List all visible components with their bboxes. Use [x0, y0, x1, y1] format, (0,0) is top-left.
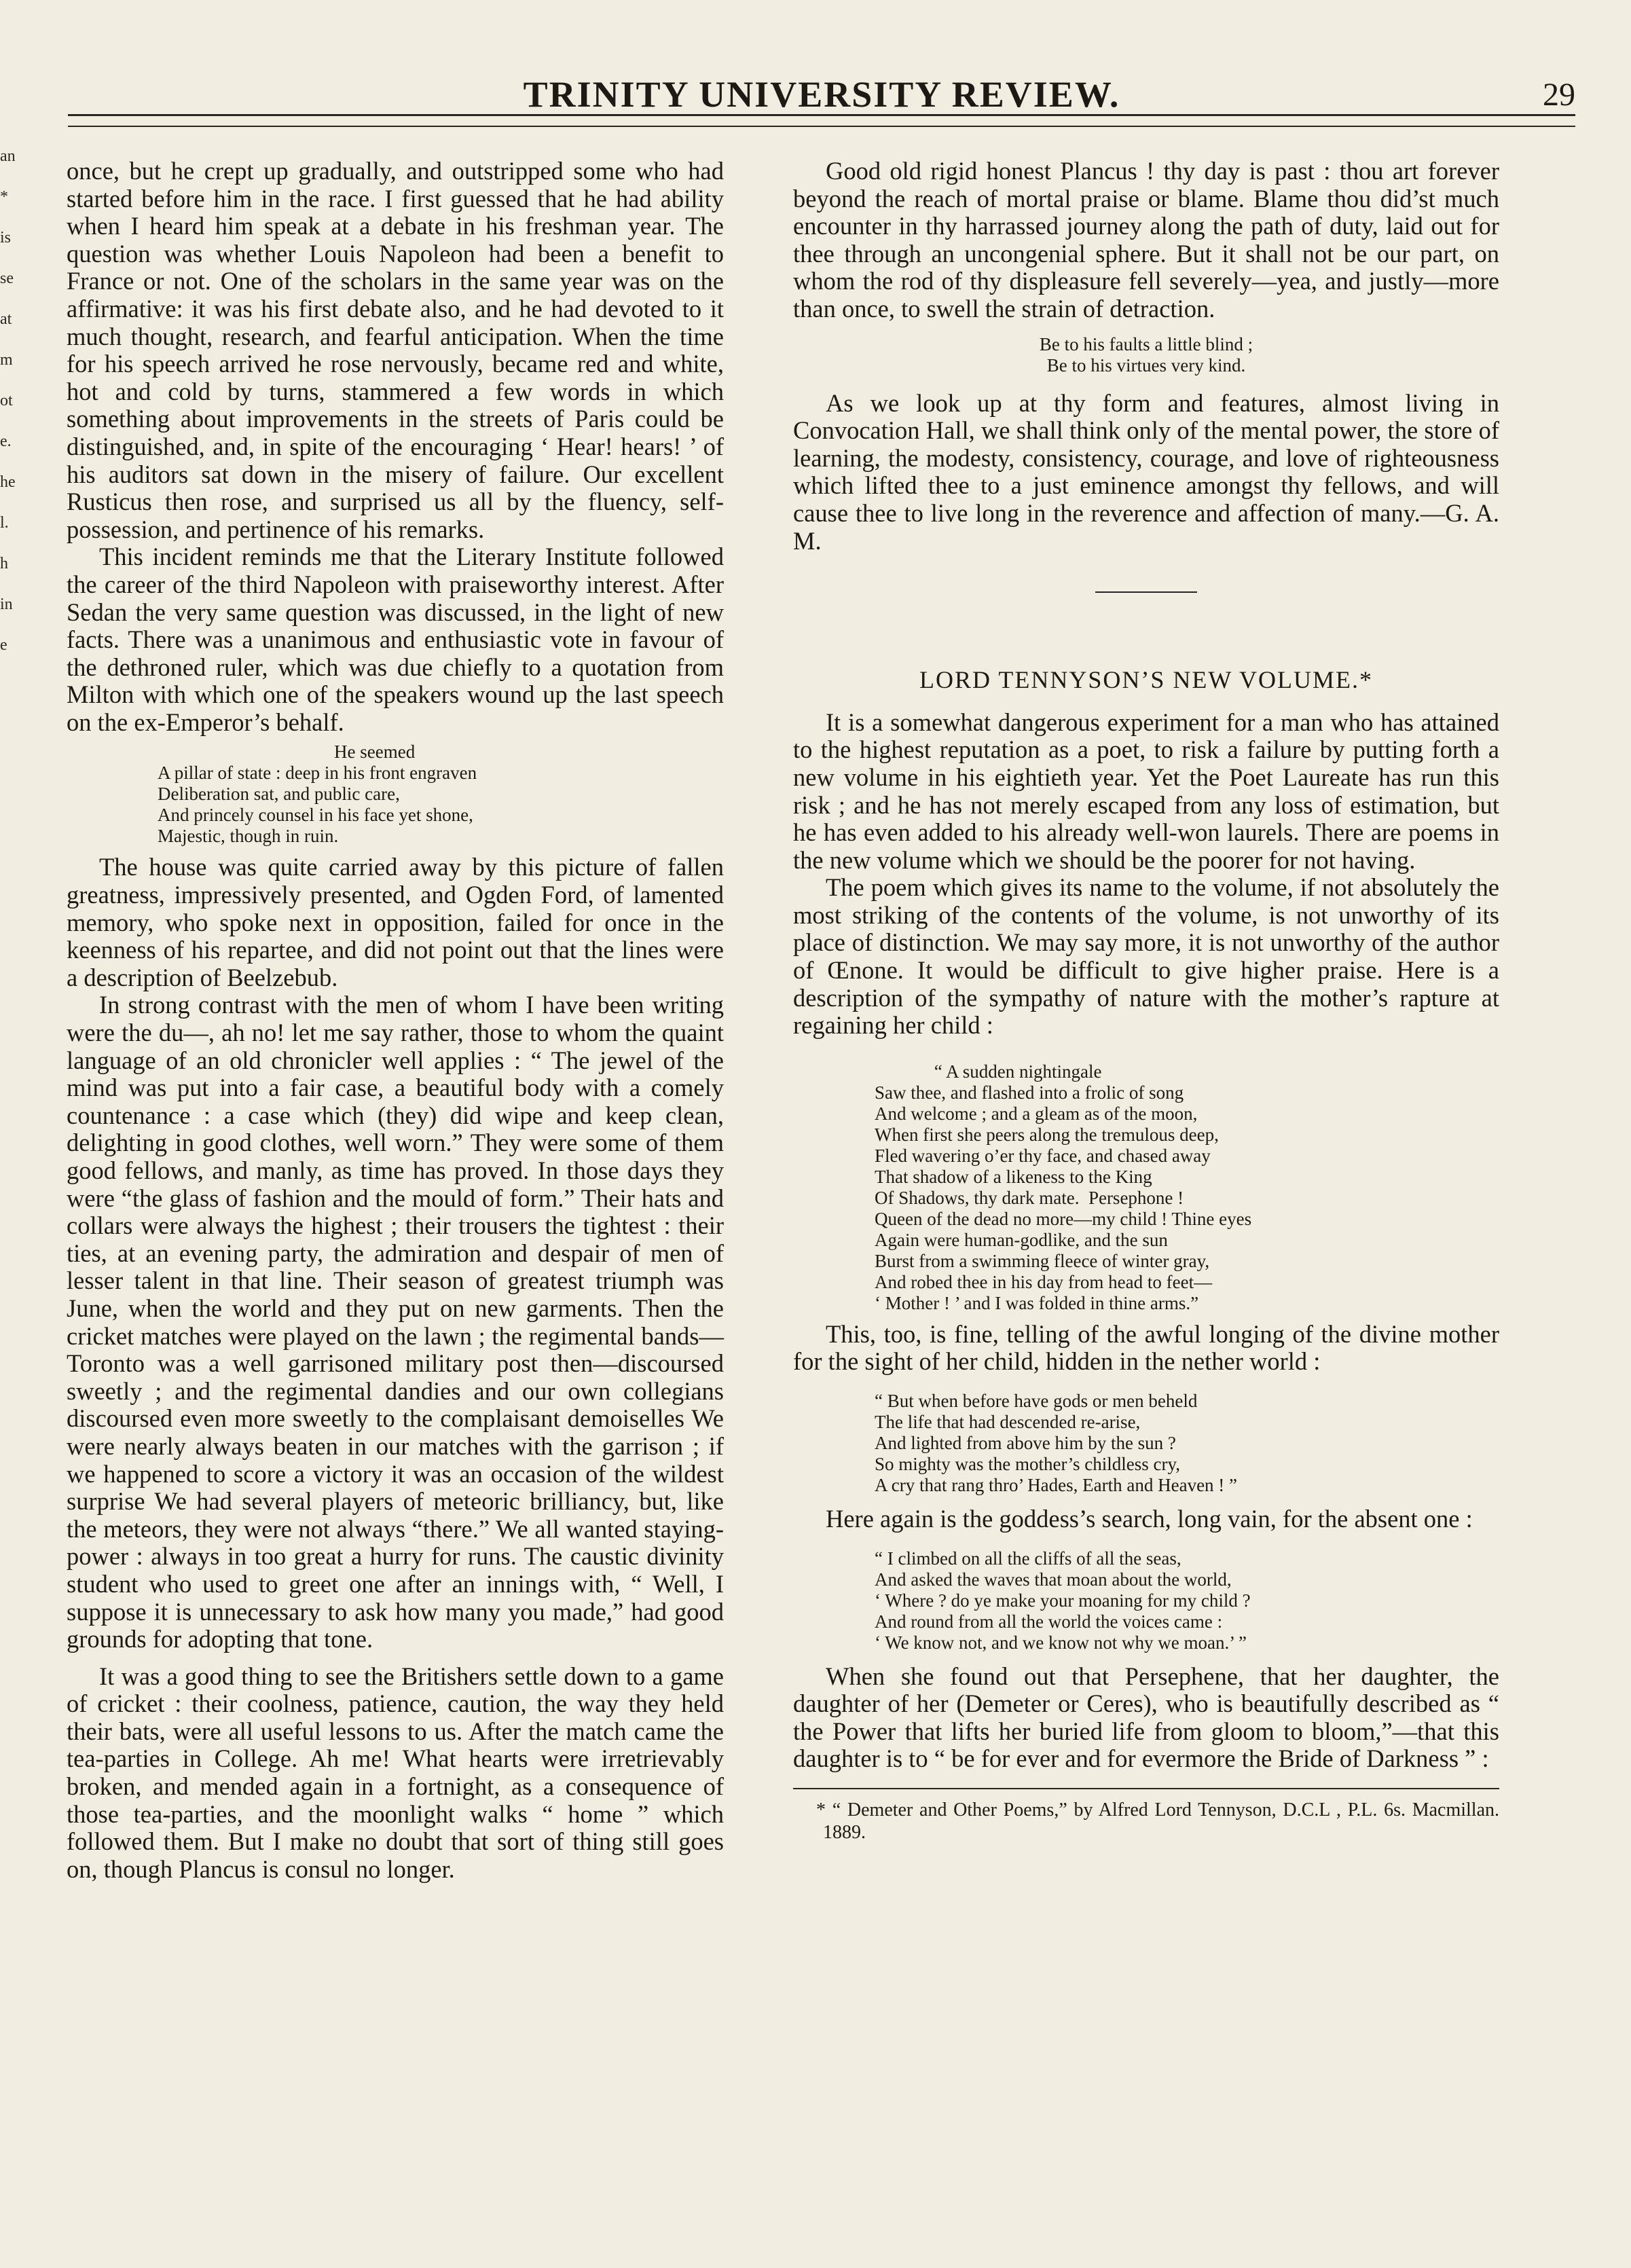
paragraph: Good old rigid honest Plancus ! thy day is past : thou art forever beyond the reach of mortal praise or blame. Blame thou did’st much encounter in thy harrassed journey along the path of duty, laid out for thee through an uncongenial sphere. But it shall not be our part, on whom the rod of thy displeasure fell severely—yea, and justly—more than once, to swell the strain of detraction.: [793, 157, 1499, 323]
verse-line: Queen of the dead no more—my child ! Thine eyes: [875, 1208, 1252, 1229]
motto-quotation: [793, 334, 1499, 376]
verse-line: ‘ Mother ! ’ and I was folded in thine arms.”: [875, 1292, 1199, 1313]
verse-line: A pillar of state : deep in his front engraven: [158, 763, 477, 784]
verse-line: Fled wavering o’er thy face, and chased away: [875, 1145, 1211, 1166]
gutter-fragment: ot: [0, 392, 13, 409]
verse-line: Be to his virtues very kind.: [1046, 354, 1246, 376]
header-rule: [68, 114, 1575, 127]
verse-line: And asked the waves that moan about the world,: [875, 1569, 1232, 1590]
verse-line: And robed thee in his day from head to feet—: [875, 1271, 1213, 1292]
verse-line: Deliberation sat, and public care,: [158, 784, 400, 805]
verse-line: ‘ Where ? do ye make your moaning for my child ?: [875, 1590, 1251, 1611]
gutter-fragment: in: [0, 596, 13, 613]
verse-line: “ But when before have gods or men beheld: [875, 1391, 1198, 1412]
paragraph: Here again is the goddess’s search, long vain, for the absent one :: [826, 1505, 1473, 1533]
paragraph: This incident reminds me that the Literary Institute followed the career of the third Napoleon with praiseworthy interest. After Sedan the very same question was discussed, in the light of new facts. There was a unanimous and enthusiastic vote in favour of the dethroned ruler, which was due chiefly to a quotation from Milton with which one of the speakers wound up the last speech on the ex-Emperor’s behalf.: [67, 543, 724, 736]
paragraph: The house was quite carried away by this picture of fallen greatness, impressively presented, and Ogden Ford, of lamented memory, who spoke next in opposition, failed for once in the keenness of his repartee, and did not point out that the lines were a description of Beelzebub.: [67, 853, 724, 991]
paragraph: When she found out that Persephene, that her daughter, the daughter of her (Demeter or Ceres), who is beautifully described as “ the Power that lifts her buried life from gloom to bloom,”—that this daughter is to “ be for ever and for evermore the Bride of Darkness ” :: [793, 1662, 1499, 1773]
verse-line: He seemed: [334, 742, 416, 763]
verse-line: Burst from a swimming fleece of winter gray,: [875, 1250, 1210, 1271]
verse-line: Be to his faults a little blind ;: [1039, 333, 1253, 354]
paragraph: In strong contrast with the men of whom I have been writing were the du—, ah no! let me say rather, those to whom the quaint language of an old chronicler well applies : “ The jewel of the mind was put into a fair case, a beautiful body with a comely countenance : a case which (they) did wipe and keep clean, delighting in good clothes, well worn.” They were some of them good fellows, and manly, as time has proved. In those days they were “the glass of fashion and the mould of form.” Their hats and collars were always the highest ; their trousers the tightest : their ties, at an evening party, the admiration and despair of men of lesser talent in that line. Their season of greatest triumph was June, when the world and they put on new garments. Then the cricket matches were played on the lawn ; the regimental bands—Toronto was a well garrisoned military post then—discoursed sweetly ; and the regimental dandies and our own collegians discoursed even more sweetly to the complaisant demoiselles We were nearly always beaten in our matches with the garrison ; if we happened to score a victory it was an occasion of the wildest surprise We had several players of meteoric brilliancy, but, like the meteors, they were not always “there.” We all wanted staying-power : always in too great a hurry for runs. The caustic divinity student who used to greet one after an innings with, “ Well, I suppose it is unnecessary to ask how many you made,” had good grounds for adopting that tone.: [67, 991, 724, 1653]
paragraph: It was a good thing to see the Britishers settle down to a game of cricket : their coolness, patience, caution, the way they held their bats, were all useful lessons to us. After the match came the tea-parties in College. Ah me! What hearts were irretrievably broken, and mended again in a fortnight, as a consequence of those tea-parties, and the moonlight walks “ home ” which followed them. But I make no doubt that sort of thing still goes on, though Plancus is consul no longer.: [67, 1662, 724, 1883]
verse-line: So mighty was the mother’s childless cry,: [875, 1454, 1180, 1475]
demeter-quotation: [793, 1391, 1499, 1496]
page-number: 29: [1543, 77, 1575, 113]
verse-line: Majestic, though in ruin.: [158, 826, 339, 847]
paragraph: once, but he crept up gradually, and outstripped some who had started before him in the race. I first guessed that he had ability when I heard him speak at a debate in his freshman year. The question was whether Louis Napoleon had been a benefit to France or not. One of the scholars in the same year was on the affirmative: it was his first debate also, and he had devoted to it much thought, research, and fearful anticipation. When the time for his speech arrived he rose nervously, became red and white, hot and cold by turns, stammered a few words in which something about improvements in the streets of Paris could be distinguished, and, in spite of the encouraging ‘ Hear! hears! ’ of his auditors sat down in the misery of failure. Our excellent Rusticus then rose, and surprised us all by the fluency, self-possession, and pertinence of his remarks.: [67, 157, 724, 543]
left-margin-fragments: [0, 136, 26, 1969]
paragraph: This, too, is fine, telling of the awful longing of the divine mother for the sight of her child, hidden in the nether world :: [793, 1319, 1499, 1376]
verse-line: That shadow of a likeness to the King: [875, 1166, 1152, 1187]
gutter-fragment: l.: [0, 514, 9, 532]
section-divider: [1095, 591, 1197, 593]
verse-line: Again were human-godlike, and the sun: [875, 1229, 1168, 1250]
gutter-fragment: se: [0, 270, 14, 287]
verse-line: “ I climbed on all the cliffs of all the seas,: [875, 1548, 1181, 1569]
paragraph: As we look up at thy form and features, almost living in Convocation Hall, we shall think only of the mental power, the store of learning, the modesty, consistency, courage, and love of righteousness which lifted thee to a just eminence amongst thy fellows, and will cause thee to live long in the reverence and affection of many.—G. A. M.: [793, 388, 1499, 555]
verse-line: The life that had descended re-arise,: [875, 1412, 1141, 1433]
paragraph: It is a somewhat dangerous experiment for a man who has attained to the highest reputation as a poet, to risk a failure by putting forth a new volume in his eightieth year. Yet the Poet Laureate has run this risk ; and he has not merely escaped from any loss of estimation, but he has even added to his already well-won laurels. There are poems in the new volume which we should be the poorer for not having.: [793, 708, 1499, 874]
gutter-fragment: an: [0, 147, 16, 165]
article-heading: LORD TENNYSON’S NEW VOLUME.*: [919, 666, 1373, 694]
verse-line: ‘ We know not, and we know not why we moan.’ ”: [875, 1632, 1247, 1653]
verse-line: A cry that rang thro’ Hades, Earth and Heaven ! ”: [875, 1475, 1238, 1496]
demeter-quotation: [793, 1061, 1499, 1314]
gutter-fragment: *: [0, 188, 8, 206]
verse-line: And lighted from above him by the sun ?: [875, 1433, 1176, 1454]
gutter-fragment: m: [0, 351, 13, 369]
footnote-rule: [793, 1788, 1499, 1789]
left-column: [67, 158, 724, 1883]
right-column: [793, 158, 1499, 1844]
verse-line: And round from all the world the voices came :: [875, 1611, 1223, 1632]
gutter-fragment: is: [0, 229, 12, 246]
gutter-fragment: e: [0, 636, 7, 654]
journal-title: TRINITY UNIVERSITY REVIEW.: [523, 74, 1120, 115]
verse-line: Of Shadows, thy dark mate. Persephone !: [875, 1187, 1184, 1208]
paragraph: The poem which gives its name to the volume, if not absolutely the most striking of the contents of the volume, is not unworthy of its place of distinction. We may say more, it is not unworthy of the author of Œnone. It would be difficult to give higher praise. Here is a description of the sympathy of nature with the mother’s rapture at regaining her child :: [793, 873, 1499, 1040]
verse-line: Saw thee, and flashed into a frolic of song: [875, 1082, 1184, 1103]
verse-line: And welcome ; and a gleam as of the moon,: [875, 1103, 1198, 1124]
verse-line: “ A sudden nightingale: [875, 1061, 1102, 1082]
verse-line: When first she peers along the tremulous deep,: [875, 1124, 1219, 1145]
demeter-quotation: [793, 1548, 1499, 1653]
gutter-fragment: at: [0, 310, 12, 328]
gutter-fragment: he: [0, 473, 16, 491]
gutter-fragment: e.: [0, 433, 12, 450]
gutter-fragment: h: [0, 555, 8, 572]
verse-line: And princely counsel in his face yet shone,: [158, 805, 473, 826]
footnote: * “ Demeter and Other Poems,” by Alfred Lord Tennyson, D.C.L , P.L. 6s. Macmillan. 1889.: [816, 1799, 1499, 1843]
milton-quotation: [67, 742, 724, 847]
